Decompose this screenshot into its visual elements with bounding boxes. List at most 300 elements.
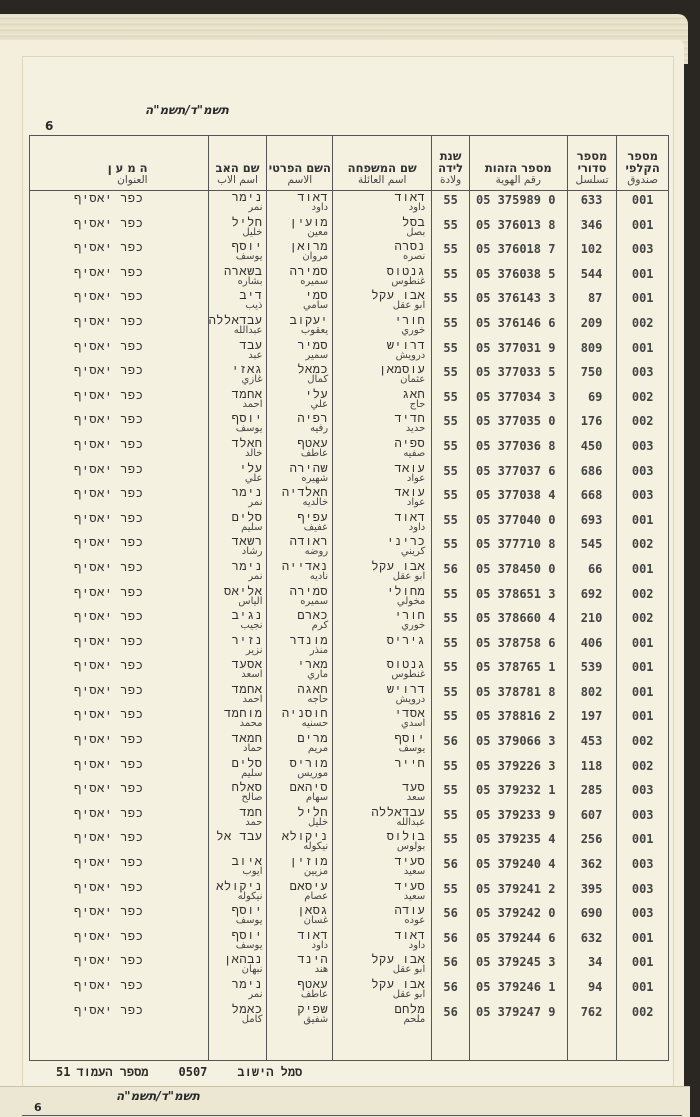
id-number-cell: 05 376146 6	[469, 314, 567, 339]
father-name-hebrew: חליל	[231, 214, 263, 229]
serial-cell: 176	[567, 412, 617, 437]
table-row	[30, 462, 669, 487]
first-name-cell	[267, 560, 333, 585]
first-name-arabic: هند	[314, 964, 329, 976]
address-cell: כפר יאסיף	[30, 585, 209, 610]
birth-year-cell: 56	[432, 560, 470, 585]
family-name-hebrew: בסל	[402, 214, 426, 229]
ballot-box-cell: 001	[617, 634, 669, 659]
first-name-hebrew: סמי	[305, 288, 329, 303]
ballot-box-cell: 001	[617, 978, 669, 1003]
family-name-hebrew: יוסף	[394, 731, 426, 746]
table-row	[30, 216, 669, 241]
first-name-hebrew: עפיף	[297, 509, 329, 524]
table-row	[30, 732, 669, 757]
father-name-hebrew: יוסף	[231, 903, 263, 918]
id-number-cell: 05 378651 3	[469, 585, 567, 610]
father-name-hebrew: נזיר	[231, 632, 263, 647]
footer-page-value: 51	[56, 1065, 71, 1079]
family-name-cell	[333, 757, 432, 782]
family-name-arabic: كريني	[400, 546, 426, 558]
father-name-hebrew: דיב	[239, 288, 263, 303]
family-name-hebrew: חדיד	[394, 411, 426, 426]
first-name-hebrew: מועין	[289, 214, 329, 229]
first-name-cell	[267, 707, 333, 732]
address-cell: כפר יאסיף	[30, 683, 209, 708]
first-name-arabic: رفيه	[310, 423, 329, 435]
table-row	[30, 486, 669, 511]
family-name-arabic: عثمان	[400, 374, 426, 386]
family-name-arabic: مخولي	[396, 595, 426, 607]
table-row	[30, 609, 669, 634]
family-name-arabic: غنطوس	[391, 275, 426, 287]
family-name-hebrew: חייר	[394, 755, 426, 770]
first-name-hebrew: הינד	[297, 952, 329, 967]
first-name-cell	[267, 535, 333, 560]
first-name-cell	[267, 929, 333, 954]
serial-cell: 809	[567, 339, 617, 364]
ballot-box-cell: 003	[617, 486, 669, 511]
birth-year-cell: 55	[432, 830, 470, 855]
family-name-hebrew: סעיד	[394, 854, 426, 869]
father-name-hebrew: אחמד	[231, 681, 263, 696]
serial-cell: 632	[567, 929, 617, 954]
next-page-strip	[0, 1086, 690, 1117]
ballot-box-cell: 002	[617, 412, 669, 437]
first-name-hebrew: דאוד	[297, 190, 329, 204]
ballot-box-cell: 001	[617, 658, 669, 683]
family-name-cell	[333, 535, 432, 560]
address-cell: כפר יאסיף	[30, 855, 209, 880]
first-name-arabic: ماري	[307, 669, 329, 681]
voter-register-table	[29, 135, 669, 1061]
first-name-cell	[267, 486, 333, 511]
family-name-arabic: سعيد	[403, 866, 426, 878]
family-name-cell	[333, 191, 432, 216]
first-name-hebrew: חוסניה	[281, 706, 329, 721]
father-name-arabic: صالح	[241, 792, 263, 804]
father-name-cell	[208, 314, 267, 339]
father-name-hebrew: אליאס	[223, 583, 263, 598]
family-name-arabic: داود	[408, 939, 426, 951]
table-row	[30, 707, 669, 732]
father-name-arabic: خليل	[242, 226, 263, 238]
first-name-arabic: معين	[307, 226, 329, 238]
serial-cell: 94	[567, 978, 617, 1003]
first-name-hebrew: גסאן	[297, 903, 329, 918]
first-name-cell	[267, 412, 333, 437]
table-row	[30, 830, 669, 855]
first-name-hebrew: ניקולא	[281, 829, 329, 844]
first-name-hebrew: סמירה	[289, 583, 329, 598]
family-name-arabic: اسدي	[401, 718, 426, 730]
id-number-cell: 05 377710 8	[469, 535, 567, 560]
family-name-arabic: حاج	[409, 398, 426, 410]
family-name-arabic: عوده	[404, 915, 426, 927]
birth-year-cell: 56	[432, 732, 470, 757]
address-cell: כפר יאסיף	[30, 732, 209, 757]
ballot-box-cell: 001	[617, 339, 669, 364]
ballot-box-cell: 003	[617, 462, 669, 487]
birth-year-cell: 56	[432, 978, 470, 1003]
father-name-arabic: احمد	[242, 398, 263, 410]
family-name-hebrew: חורי	[394, 312, 426, 327]
birth-year-cell: 55	[432, 412, 470, 437]
id-number-cell: 05 378781 8	[469, 683, 567, 708]
first-name-hebrew: שפיק	[297, 1001, 329, 1016]
birth-year-cell: 55	[432, 314, 470, 339]
first-name-hebrew: עיסאם	[289, 878, 329, 893]
father-name-hebrew: נבהאן	[223, 952, 263, 967]
ballot-box-cell: 002	[617, 314, 669, 339]
family-name-hebrew: דאוד	[394, 927, 426, 942]
family-name-arabic: ابو عقل	[392, 300, 426, 312]
table-row	[30, 535, 669, 560]
serial-cell: 362	[567, 855, 617, 880]
father-name-arabic: محمد	[239, 718, 263, 730]
father-name-arabic: عبد	[248, 349, 263, 361]
father-name-cell	[208, 683, 267, 708]
ballot-box-cell: 003	[617, 880, 669, 905]
address-cell: כפר יאסיף	[30, 462, 209, 487]
father-name-hebrew: יוסף	[231, 927, 263, 942]
first-name-hebrew: מונדר	[289, 632, 329, 647]
id-number-cell: 05 378450 0	[469, 560, 567, 585]
family-name-cell	[333, 388, 432, 413]
father-name-arabic: نجيب	[240, 620, 263, 632]
birth-year-cell: 55	[432, 339, 470, 364]
family-name-hebrew: דרויש	[386, 681, 426, 696]
father-name-arabic: سليم	[241, 521, 263, 533]
id-number-cell: 05 379244 6	[469, 929, 567, 954]
father-name-hebrew: אחמד	[231, 386, 263, 401]
serial-cell: 450	[567, 437, 617, 462]
table-row	[30, 388, 669, 413]
father-name-cell	[208, 806, 267, 831]
father-name-cell	[208, 560, 267, 585]
family-name-cell	[333, 585, 432, 610]
first-name-hebrew: מרים	[297, 731, 329, 746]
id-number-cell: 05 377036 8	[469, 437, 567, 462]
father-name-arabic: نمر	[248, 989, 263, 1000]
first-name-arabic: نيكوله	[303, 841, 329, 853]
father-name-hebrew: חמד	[239, 804, 263, 819]
address-cell: כפר יאסיף	[30, 757, 209, 782]
next-page-title: תשמ"ד/תשמ"ה	[116, 1089, 200, 1103]
table-row	[30, 634, 669, 659]
family-name-arabic: حديد	[405, 423, 426, 435]
first-name-hebrew: מארי	[297, 657, 329, 672]
id-number-cell: 05 378816 2	[469, 707, 567, 732]
ballot-box-cell: 001	[617, 216, 669, 241]
address-cell: כפר יאסיף	[30, 609, 209, 634]
family-name-hebrew: אסדי	[394, 706, 426, 721]
family-name-arabic: بولوس	[396, 841, 426, 853]
ballot-box-cell: 003	[617, 904, 669, 929]
father-name-hebrew: עבד אל	[216, 829, 263, 844]
table-row	[30, 1003, 669, 1028]
father-name-cell	[208, 953, 267, 978]
id-number-cell: 05 376018 7	[469, 240, 567, 265]
id-number-cell: 05 379246 1	[469, 978, 567, 1003]
birth-year-cell: 56	[432, 904, 470, 929]
first-name-arabic: علي	[310, 398, 329, 410]
first-name-hebrew: שהירה	[289, 460, 329, 475]
first-name-arabic: داود	[311, 939, 329, 951]
family-name-hebrew: מלחם	[394, 1001, 426, 1016]
family-name-cell	[333, 732, 432, 757]
first-name-arabic: شهيره	[301, 472, 329, 484]
ballot-box-cell: 001	[617, 289, 669, 314]
father-name-hebrew: סלים	[231, 509, 263, 524]
first-name-cell	[267, 265, 333, 290]
family-name-hebrew: בולוס	[386, 829, 426, 844]
family-name-arabic: سعد	[406, 792, 426, 804]
address-cell: כפר יאסיף	[30, 781, 209, 806]
family-name-cell	[333, 830, 432, 855]
first-name-hebrew: עלי	[305, 386, 329, 401]
address-cell: כפר יאסיף	[30, 216, 209, 241]
father-name-cell	[208, 437, 267, 462]
id-number-cell: 05 376038 5	[469, 265, 567, 290]
family-name-cell	[333, 707, 432, 732]
father-name-arabic: عبدالله	[233, 324, 263, 336]
father-name-hebrew: יוסף	[231, 411, 263, 426]
ballot-box-cell: 001	[617, 265, 669, 290]
address-cell: כפר יאסיף	[30, 388, 209, 413]
ballot-box-cell: 003	[617, 855, 669, 880]
father-name-arabic: نيكوله	[237, 890, 263, 902]
address-cell: כפר יאסיף	[30, 314, 209, 339]
family-name-cell	[333, 609, 432, 634]
family-name-hebrew: אבו עקל	[371, 952, 426, 967]
table-row	[30, 314, 669, 339]
table-row	[30, 339, 669, 364]
father-name-arabic: بشاره	[237, 275, 263, 287]
first-name-cell	[267, 658, 333, 683]
first-name-hebrew: דאוד	[297, 927, 329, 942]
family-name-arabic: عواد	[406, 497, 426, 509]
family-name-cell	[333, 806, 432, 831]
first-name-cell	[267, 634, 333, 659]
table-row	[30, 289, 669, 314]
father-name-arabic: غازي	[241, 374, 263, 386]
family-name-hebrew: עואד	[394, 485, 426, 500]
first-name-arabic: عاطف	[300, 447, 329, 459]
table-row	[30, 560, 669, 585]
page-footer	[56, 1065, 476, 1080]
family-name-cell	[333, 880, 432, 905]
birth-year-cell: 56	[432, 929, 470, 954]
id-number-cell: 05 378765 1	[469, 658, 567, 683]
father-name-cell	[208, 978, 267, 1003]
father-name-hebrew: עבדאללה	[208, 312, 263, 327]
family-name-hebrew: סעד	[402, 780, 426, 795]
family-name-cell	[333, 314, 432, 339]
father-name-arabic: احمد	[242, 693, 263, 705]
first-name-arabic: خليل	[308, 816, 329, 828]
serial-cell: 34	[567, 953, 617, 978]
first-name-arabic: يعقوب	[300, 324, 329, 336]
birth-year-cell: 55	[432, 880, 470, 905]
father-name-arabic: نمر	[248, 202, 263, 213]
ballot-box-cell: 001	[617, 683, 669, 708]
serial-cell: 668	[567, 486, 617, 511]
birth-year-cell: 55	[432, 388, 470, 413]
first-name-cell	[267, 388, 333, 413]
serial-cell: 118	[567, 757, 617, 782]
first-name-cell	[267, 191, 333, 216]
serial-cell: 607	[567, 806, 617, 831]
serial-cell: 66	[567, 560, 617, 585]
footer-settlement-label: סמל הישוב	[237, 1065, 303, 1079]
first-name-arabic: موريس	[297, 767, 329, 779]
address-cell: כפר יאסיף	[30, 289, 209, 314]
father-name-cell	[208, 929, 267, 954]
page-number: 6	[45, 119, 54, 133]
first-name-arabic: عفيف	[303, 521, 329, 533]
father-name-hebrew: סאלח	[231, 780, 263, 795]
address-cell: כפר יאסיף	[30, 486, 209, 511]
family-name-cell	[333, 511, 432, 536]
table-row	[30, 904, 669, 929]
family-name-cell	[333, 978, 432, 1003]
id-number-cell: 05 378660 4	[469, 609, 567, 634]
ballot-box-cell: 002	[617, 388, 669, 413]
family-name-arabic: بصل	[406, 226, 426, 238]
header-father-name: שם האב اسم الاب	[208, 136, 267, 191]
table-row	[30, 855, 669, 880]
ballot-box-cell: 003	[617, 806, 669, 831]
father-name-arabic: حمد	[245, 816, 263, 828]
father-name-arabic: يوسف	[235, 939, 263, 951]
document-title: תשמ"ד/תשמ"ה	[145, 103, 229, 117]
father-name-cell	[208, 585, 267, 610]
first-name-hebrew: ראודה	[289, 534, 329, 549]
ballot-box-cell: 002	[617, 757, 669, 782]
family-name-cell	[333, 634, 432, 659]
father-name-hebrew: איוב	[231, 854, 263, 869]
table-row	[30, 929, 669, 954]
first-name-arabic: سميره	[300, 595, 329, 607]
father-name-cell	[208, 339, 267, 364]
table-row	[30, 412, 669, 437]
address-cell: כפר יאסיף	[30, 191, 209, 216]
address-cell: כפר יאסיף	[30, 707, 209, 732]
father-name-hebrew: נימר	[231, 558, 263, 573]
first-name-arabic: منذر	[309, 644, 329, 656]
family-name-cell	[333, 289, 432, 314]
address-cell: כפר יאסיף	[30, 535, 209, 560]
address-cell: כפר יאסיף	[30, 953, 209, 978]
ballot-box-cell: 001	[617, 953, 669, 978]
father-name-cell	[208, 265, 267, 290]
birth-year-cell: 55	[432, 265, 470, 290]
father-name-arabic: يوسف	[235, 423, 263, 435]
family-name-arabic: خوري	[401, 620, 426, 632]
ballot-box-cell: 001	[617, 560, 669, 585]
first-name-hebrew: מוריס	[289, 755, 329, 770]
father-name-hebrew: עבד	[239, 337, 263, 352]
table-row	[30, 265, 669, 290]
footer-settlement-code: 0507	[178, 1065, 208, 1079]
first-name-arabic: سمير	[305, 349, 329, 361]
serial-cell: 197	[567, 707, 617, 732]
address-cell: כפר יאסיף	[30, 437, 209, 462]
family-name-hebrew: דאוד	[394, 190, 426, 204]
first-name-cell	[267, 462, 333, 487]
father-name-arabic: كامل	[241, 1013, 263, 1025]
ballot-box-cell: 001	[617, 707, 669, 732]
first-name-cell	[267, 781, 333, 806]
footer-page-label: מספר העמוד	[76, 1065, 149, 1079]
family-name-cell	[333, 929, 432, 954]
serial-cell: 210	[567, 609, 617, 634]
family-name-hebrew: סעיד	[394, 878, 426, 893]
first-name-cell	[267, 216, 333, 241]
family-name-arabic: ابو عقل	[392, 989, 426, 1000]
father-name-cell	[208, 412, 267, 437]
family-name-arabic: ملحم	[403, 1013, 426, 1025]
first-name-cell	[267, 757, 333, 782]
id-number-cell: 05 379235 4	[469, 830, 567, 855]
address-cell: כפר יאסיף	[30, 240, 209, 265]
header-id-number: מספר הזהות رقم الهوية	[469, 136, 567, 191]
first-name-arabic: شفيق	[303, 1013, 329, 1025]
family-name-cell	[333, 683, 432, 708]
first-name-hebrew: סמיר	[297, 337, 329, 352]
father-name-hebrew: מוחמד	[223, 706, 263, 721]
serial-cell: 406	[567, 634, 617, 659]
serial-cell: 692	[567, 585, 617, 610]
address-cell: כפר יאסיף	[30, 658, 209, 683]
serial-cell: 544	[567, 265, 617, 290]
serial-cell: 539	[567, 658, 617, 683]
id-number-cell: 05 379233 9	[469, 806, 567, 831]
family-name-hebrew: חאג	[402, 386, 426, 401]
id-number-cell: 05 378758 6	[469, 634, 567, 659]
birth-year-cell: 55	[432, 806, 470, 831]
family-name-arabic: عبدالله	[396, 816, 426, 828]
family-name-hebrew: אבו עקל	[371, 977, 426, 991]
address-cell: כפר יאסיף	[30, 830, 209, 855]
family-name-hebrew: גנטוס	[386, 263, 426, 278]
id-number-cell: 05 379241 2	[469, 880, 567, 905]
family-name-cell	[333, 462, 432, 487]
serial-cell: 256	[567, 830, 617, 855]
ballot-box-cell: 001	[617, 830, 669, 855]
family-name-hebrew: נסרה	[394, 239, 426, 254]
father-name-hebrew: נימר	[231, 485, 263, 500]
address-cell: כפר יאסיף	[30, 880, 209, 905]
family-name-cell	[333, 953, 432, 978]
birth-year-cell: 55	[432, 216, 470, 241]
ballot-box-cell: 003	[617, 437, 669, 462]
first-name-hebrew: עאטף	[297, 435, 329, 450]
table-row	[30, 757, 669, 782]
table-row	[30, 437, 669, 462]
birth-year-cell: 55	[432, 585, 470, 610]
serial-cell: 633	[567, 191, 617, 216]
family-name-hebrew: גנטוס	[386, 657, 426, 672]
father-name-cell	[208, 191, 267, 216]
address-cell: כפר יאסיף	[30, 978, 209, 1003]
birth-year-cell: 56	[432, 953, 470, 978]
first-name-cell	[267, 339, 333, 364]
id-number-cell: 05 379226 3	[469, 757, 567, 782]
birth-year-cell: 55	[432, 707, 470, 732]
birth-year-cell: 56	[432, 855, 470, 880]
